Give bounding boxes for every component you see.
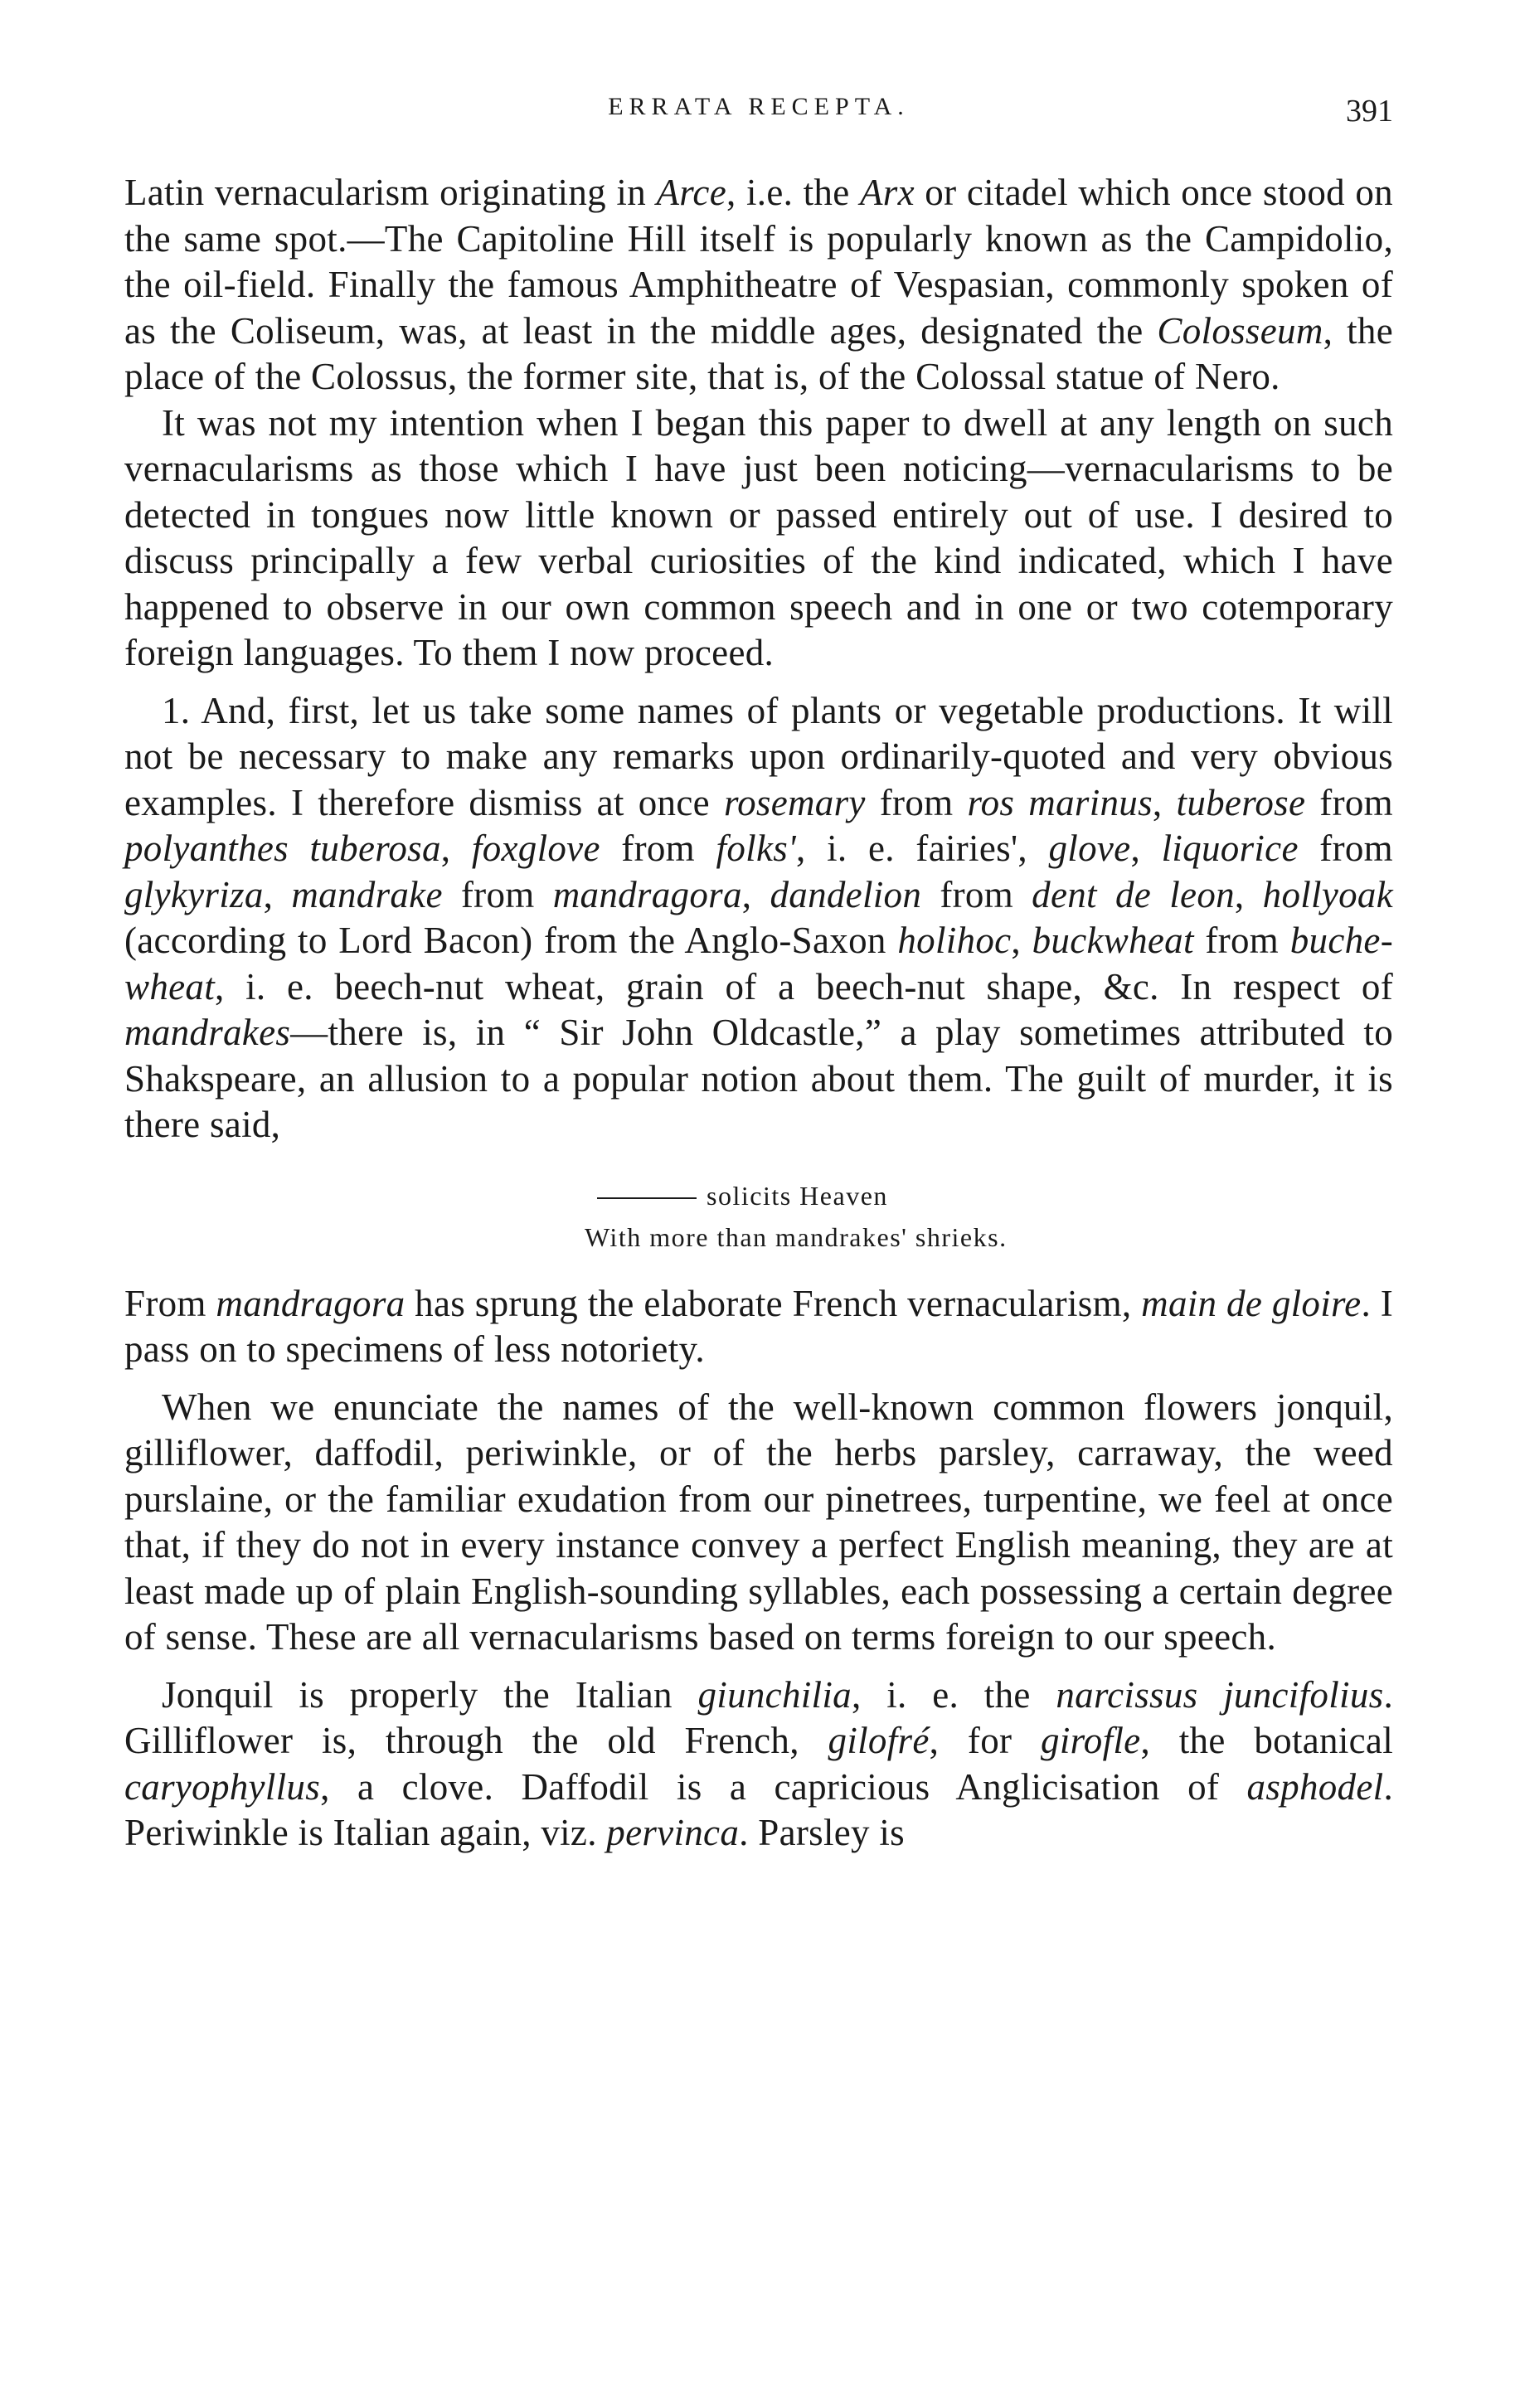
running-head <box>124 93 1393 134</box>
running-title: ERRATA RECEPTA. <box>608 93 910 120</box>
paragraph-common-flowers: When we enunciate the names of the well-known common flowers jonquil, gilliflower, daffodil, periwinkle, or of the herbs parsley, carraway, the weed purslaine, or the familiar exudation from our pinetrees, turpentine, we feel at once that, if they do not in every instance convey a perfect English meaning, they are at least made up of plain English-sounding syllables, each possessing a certain degree of sense. These are all vernacularisms based on terms foreign to our speech. <box>124 1386 1393 1658</box>
paragraph-mandragora: From mandragora has sprung the elaborate French vernacularism, main de gloire. I pass on to specimens of less notoriety. <box>124 1282 1393 1370</box>
quote-dash <box>597 1197 697 1199</box>
quote-line-2: With more than mandrakes' shrieks. <box>585 1221 1008 1252</box>
paragraph-continuation: Latin vernacularism originating in Arce, i.e. the Arx or citadel which once stood on the same spot.—The Capitoline Hill itself is popularly known as the Campidolio, the oil-field. Finally the famous Amphitheatre of Vespasian, commonly spoken of as the Coliseum, was, at least in the middle ages, designated the Colosseum, the place of the Colossus, the former site, that is, of the Colossal statue of Nero. <box>124 172 1393 397</box>
paragraph-plant-names: 1. And, first, let us take some names of plants or vegetable productions. It will not be necessary to make any remarks upon ordinarily-quoted and very obvious examples. I therefore dismiss at once rosemary from ros marinus, tuberose from polyanthes tuberosa, foxglove from folks', i. e. fairies', glove, liquorice from glykyriza, mandrake from mandragora, dandelion from dent de leon, hollyoak (according to Lord Bacon) from the Anglo-Saxon holihoc, buckwheat from buche-wheat, i. e. beech-nut wheat, grain of a beech-nut shape, &c. In respect of mandrakes—there is, in “ Sir John Oldcastle,” a play sometimes attributed to Shakspeare, an allusion to a popular notion about them. The guilt of murder, it is there said, <box>124 689 1393 1145</box>
body-text <box>124 170 1393 1857</box>
paragraph-jonquil: Jonquil is properly the Italian giunchilia, i. e. the narcissus juncifolius. Gilliflower is, through the old French, gilofré, for girofle, the botanical caryophyllus, a clove. Daffodil is a capricious Anglicisation of asphodel. Periwinkle is Italian again, viz. pervinca. Parsley is <box>124 1673 1393 1853</box>
page-number: 391 <box>1346 94 1393 129</box>
quote-line-1: solicits Heaven <box>597 1175 1393 1216</box>
paragraph-intention: It was not my intention when I began this paper to dwell at any length on such vernacularisms as those which I have just been noticing—vernacularisms to be detected in tongues now little known or passed entirely out of use. I desired to discuss principally a few verbal curiosities of the kind indicated, which I have happened to observe in our own common speech and in one or two cotemporary foreign languages. To them I now proceed. <box>124 401 1393 673</box>
verse-quotation <box>124 1175 1393 1258</box>
